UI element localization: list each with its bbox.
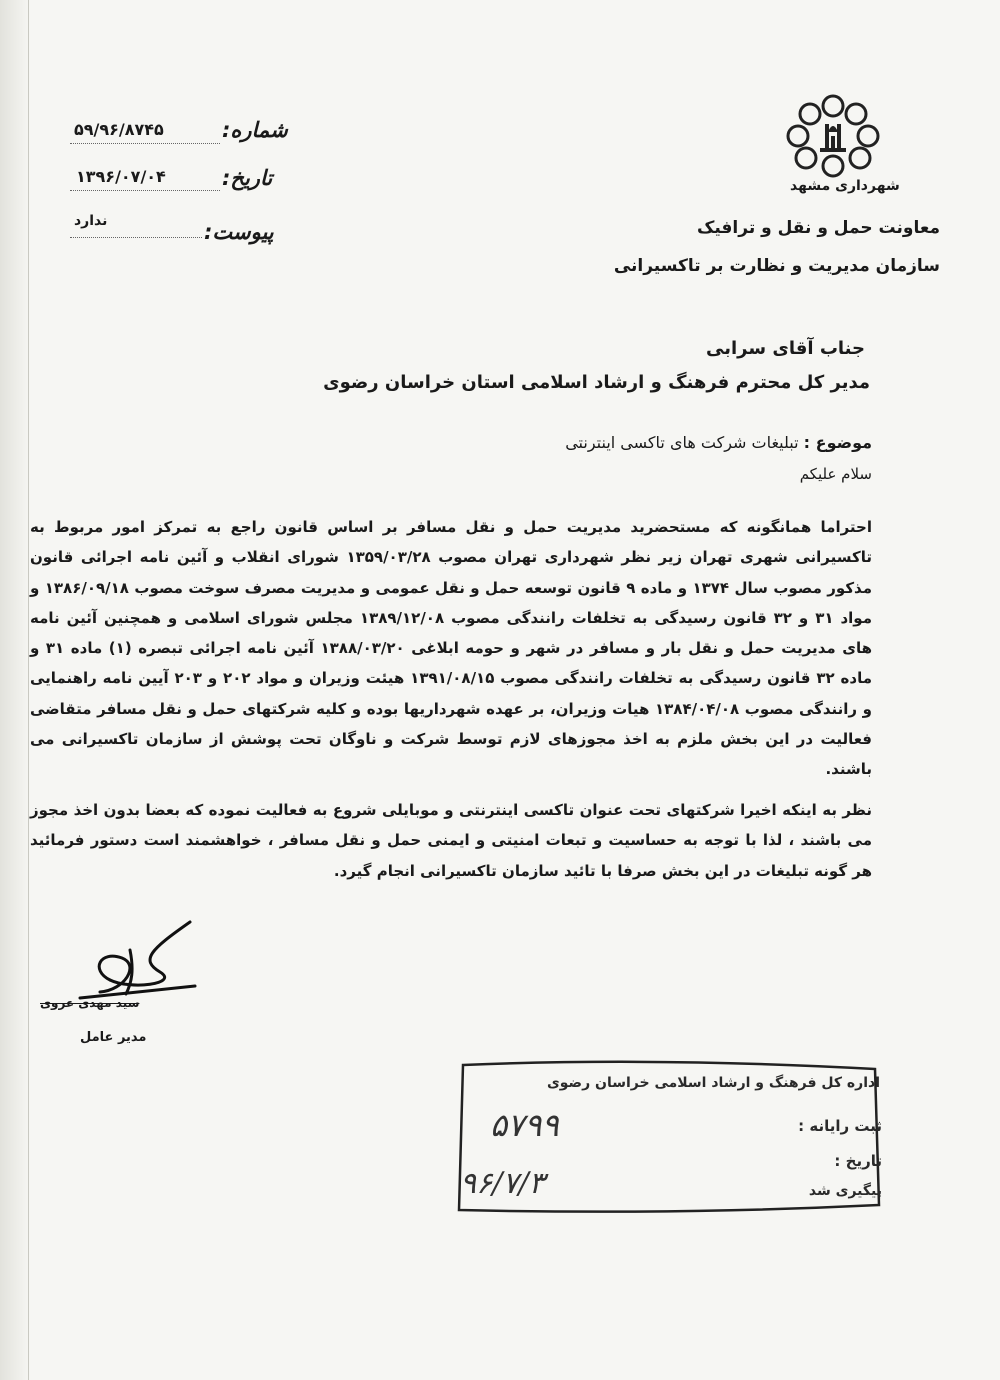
attachment-label: پیوست:: [204, 220, 274, 244]
stamp-registry-label: ثبت رایانه :: [798, 1117, 882, 1135]
number-value: ۵۹/۹۶/۸۷۴۵: [74, 120, 164, 139]
subject-line: [565, 433, 872, 452]
stamp-org-name: اداره کل فرهنگ و ارشاد اسلامی خراسان رضوی: [546, 1075, 880, 1091]
attachment-underline: [70, 236, 202, 238]
logo-caption: شهرداری مشهد: [790, 178, 900, 194]
date-value: ۱۳۹۶/۰۷/۰۴: [76, 167, 166, 186]
body-paragraph-2: نظر به اینکه اخیرا شرکتهای تحت عنوان تاکسی اینترنتی و موبایلی شروع به فعالیت نموده که بعضا بدون اخذ مجوز می باشند ، لذا با توجه به حساسیت و تبعات امنیتی و ایمنی حمل و نقل مسافر ، خواهشمند است دستور فرمائید هر گونه تبلیغات در این بخش صرفا با تائید سازمان تاکسیرانی انجام گیرد.: [30, 801, 872, 880]
stamp-date-label: تاریخ :: [834, 1152, 882, 1170]
number-label: شماره:: [222, 118, 288, 142]
addressee-title: مدیر کل محترم فرهنگ و ارشاد اسلامی استان خراسان رضوی: [323, 372, 870, 393]
attachment-value: ندارد: [74, 213, 108, 229]
stamp-registry-number: ۵۷۹۹: [490, 1106, 559, 1144]
page-fold-shadow: [0, 0, 30, 1380]
number-underline: [70, 142, 220, 144]
body-paragraph-1: احتراما همانگونه که مستحضرید مدیریت حمل و نقل مسافر بر اساس قانون راجع به تمرکز امور مربوط به تاکسیرانی شهری تهران زیر نظر شهرداری تهران مصوب ۱۳۵۹/۰۳/۲۸ شورای انقلاب و آئین نامه اجرائی قانون مذکور مصوب سال ۱۳۷۴ و ماده ۹ قانون توسعه حمل و نقل عمومی و مدیریت مصرف سوخت مصوب ۱۳۸۶/۰۹/۱۸ و مواد ۳۱ و ۳۲ قانون رسیدگی به تخلفات رانندگی مصوب ۱۳۸۹/۱۲/۰۸ مجلس شورای اسلامی و همچنین آئین نامه های مدیریت حمل و نقل بار و مسافر در شهر و حومه ابلاغی ۱۳۸۸/۰۳/۲۰ آئین نامه اجرائی تبصره (۱) ماده ۳۱ و ماده ۳۲ قانون رسیدگی به تخلفات رانندگی مصوب ۱۳۹۱/۰۸/۱۵ هیئت وزیران و مواد ۲۰۲ و ۲۰۳ آیین نامه راهنمایی و رانندگی مصوب ۱۳۸۴/۰۴/۰۸ هیات وزیران، بر عهده شهرداریها بوده و کلیه شرکتهای حمل و نقل مسافر متقاضی فعالیت در این بخش ملزم به اخذ مجوزهای لازم توسط شرکت و ناوگان تحت پوشش از سازمان تاکسیرانی می باشند.: [30, 518, 873, 779]
page-fold-line: [28, 0, 29, 1380]
mashhad-municipality-logo-icon: [778, 92, 888, 187]
org-line-deputy: معاونت حمل و نقل و ترافیک: [696, 218, 940, 238]
org-line-organization: سازمان مدیریت و نظارت بر تاکسیرانی: [613, 256, 940, 276]
signatory-name: سید مهدی عروی: [40, 996, 140, 1010]
addressee-name: جناب آقای سرابی: [706, 338, 865, 359]
date-underline: [70, 189, 220, 191]
subject-text: تبلیغات شرکت های تاکسی اینترنتی: [565, 433, 799, 452]
greeting: سلام علیکم: [799, 465, 872, 483]
stamp-handwritten-date: ۹۶/۷/۳: [460, 1166, 545, 1201]
subject-label: موضوع :: [803, 433, 872, 452]
stamp-followup-label: پیگیری شد: [808, 1183, 882, 1199]
date-label: تاریخ:: [222, 166, 273, 190]
signatory-title: مدیر عامل: [80, 1030, 147, 1045]
